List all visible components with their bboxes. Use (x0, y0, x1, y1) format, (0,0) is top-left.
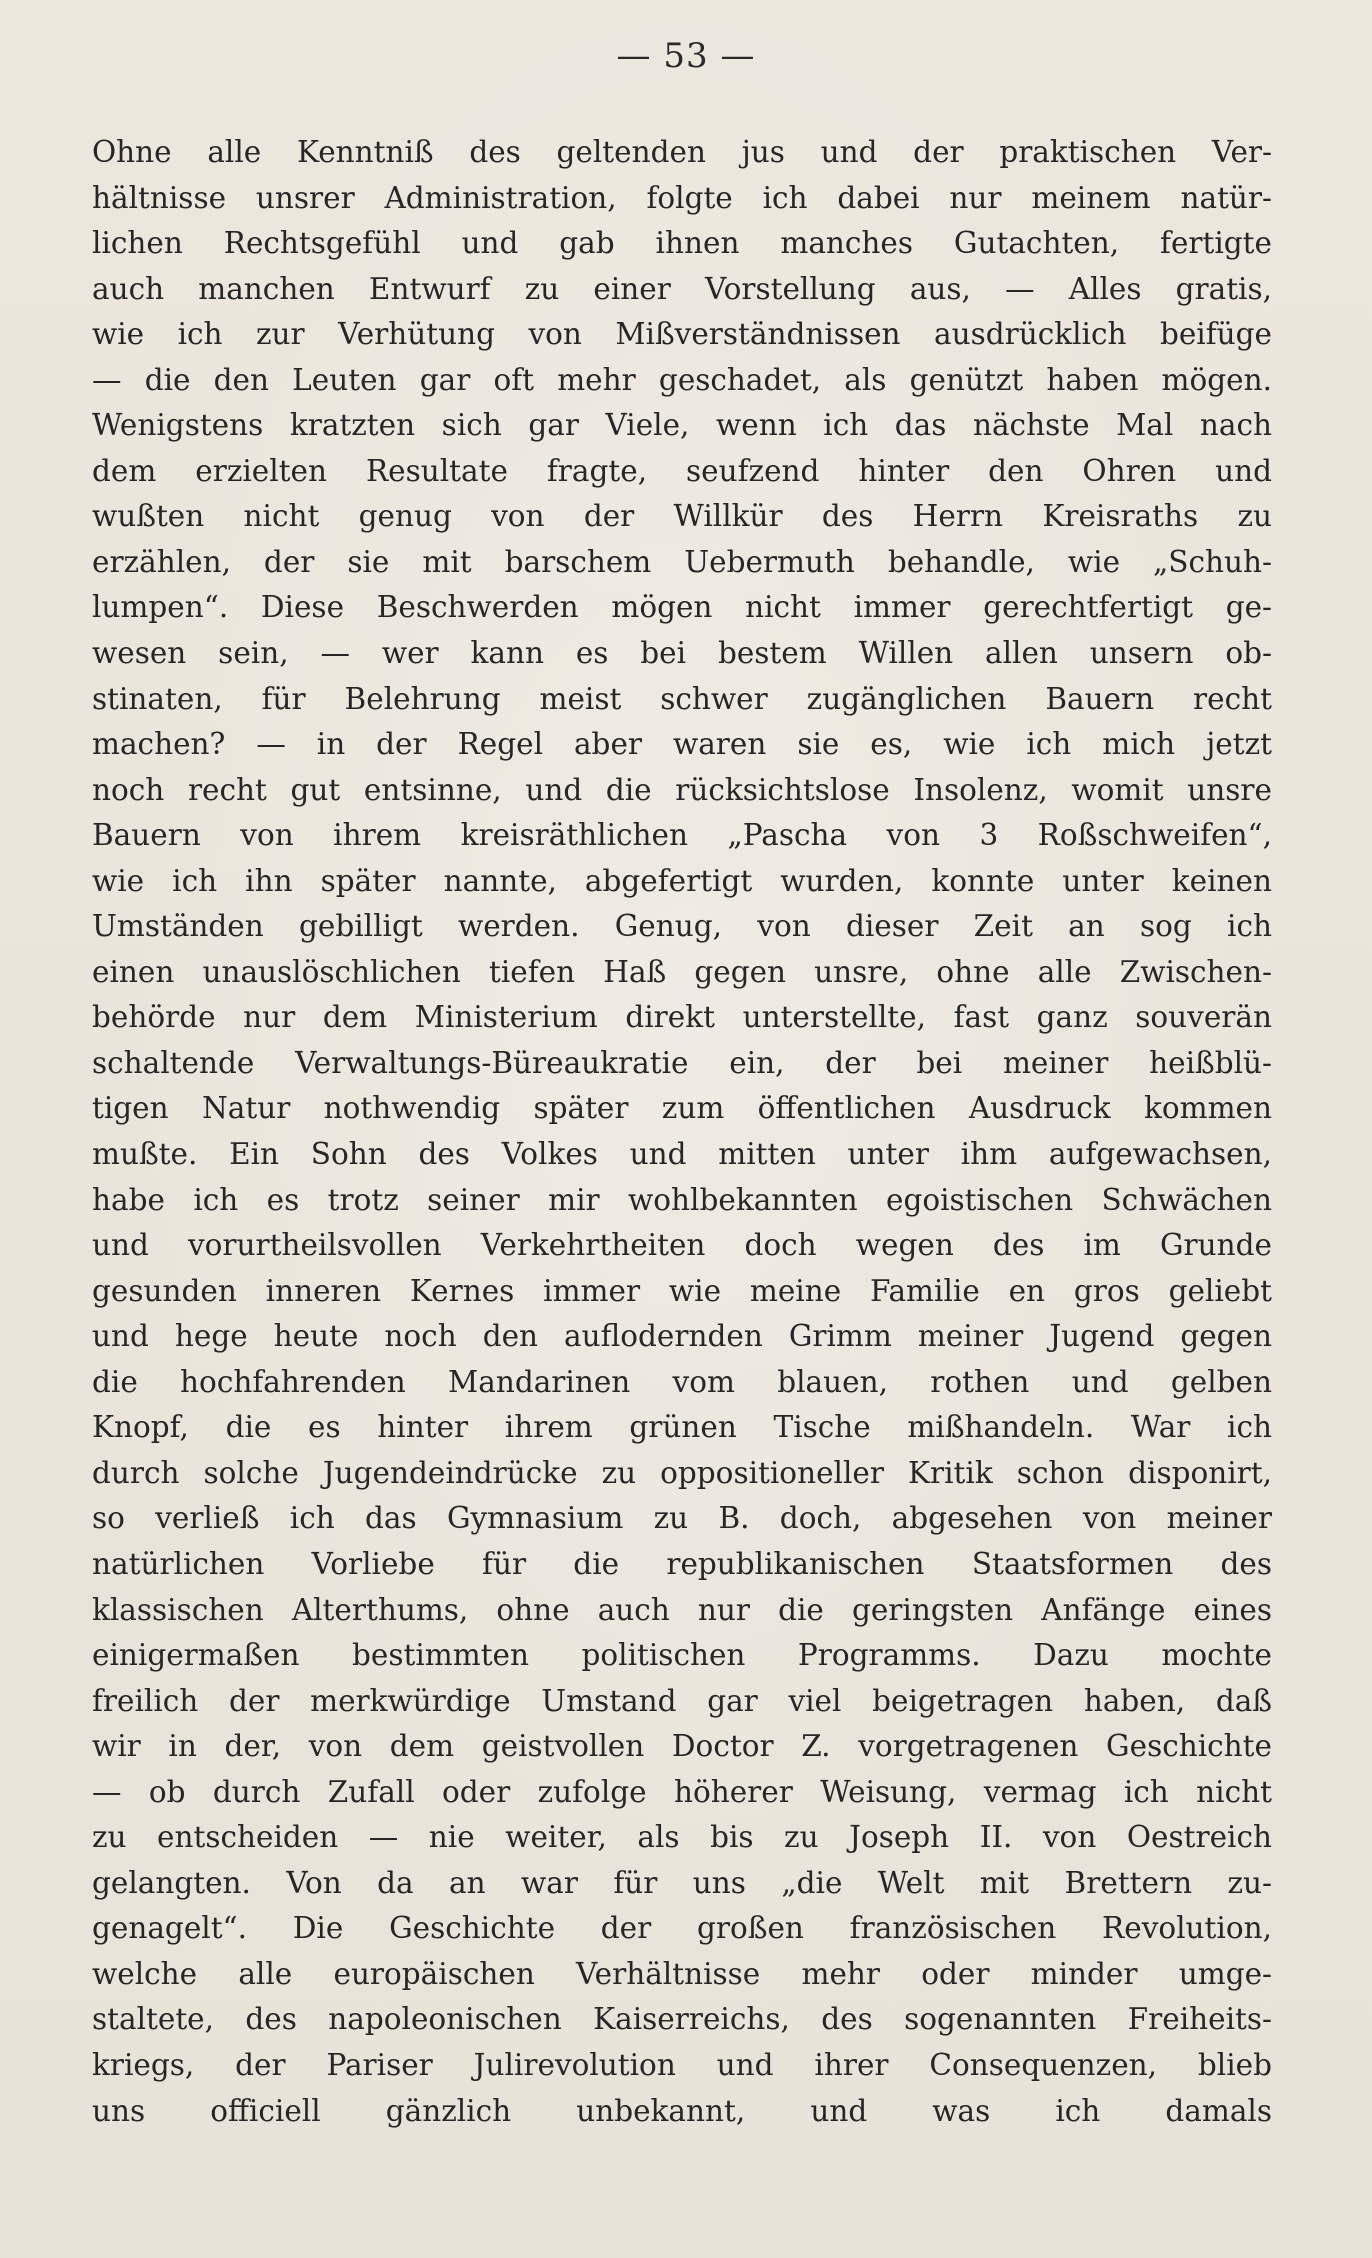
text-line: — die den Leuten gar oft mehr geschadet, als genützt haben mögen. (92, 362, 1272, 397)
text-line: — ob durch Zufall oder zufolge höherer Weisung, vermag ich nicht (92, 1774, 1272, 1809)
text-line: durch solche Jugendeindrücke zu oppositioneller Kritik schon disponirt, (92, 1455, 1272, 1490)
text-line: wie ich ihn später nannte, abgefertigt wurden, konnte unter keinen (92, 863, 1272, 898)
text-line: staltete, des napoleonischen Kaiserreichs, des sogenannten Freiheits- (92, 2002, 1272, 2037)
text-line: und vorurtheilsvollen Verkehrtheiten doch wegen des im Grunde (92, 1228, 1272, 1263)
text-line: einigermaßen bestimmten politischen Programms. Dazu mochte (92, 1638, 1272, 1673)
text-line: erzählen, der sie mit barschem Uebermuth behandle, wie „Schuh- (92, 544, 1272, 579)
text-line: welche alle europäischen Verhältnisse mehr oder minder umge- (92, 1956, 1272, 1991)
text-line: lumpen“. Diese Beschwerden mögen nicht immer gerechtfertigt ge- (92, 590, 1272, 625)
text-line: dem erzielten Resultate fragte, seufzend hinter den Ohren und (92, 453, 1272, 488)
text-line: Umständen gebilligt werden. Genug, von dieser Zeit an sog ich (92, 909, 1272, 944)
text-line: auch manchen Entwurf zu einer Vorstellung aus, — Alles gratis, (92, 271, 1272, 306)
text-line: natürlichen Vorliebe für die republikanischen Staatsformen des (92, 1546, 1272, 1581)
text-line: freilich der merkwürdige Umstand gar viel beigetragen haben, daß (92, 1683, 1272, 1718)
text-line: zu entscheiden — nie weiter, als bis zu Joseph II. von Oestreich (92, 1820, 1272, 1855)
text-line: lichen Rechtsgefühl und gab ihnen manches Gutachten, fertigte (92, 226, 1272, 261)
text-line: mußte. Ein Sohn des Volkes und mitten unter ihm aufgewachsen, (92, 1137, 1272, 1172)
text-line: wesen sein, — wer kann es bei bestem Willen allen unsern ob- (92, 636, 1272, 671)
text-line: Wenigstens kratzten sich gar Viele, wenn ich das nächste Mal nach (92, 408, 1272, 443)
text-line: tigen Natur nothwendig später zum öffentlichen Ausdruck kommen (92, 1091, 1272, 1126)
text-line: genagelt“. Die Geschichte der großen französischen Revolution, (92, 1911, 1272, 1946)
text-line: Bauern von ihrem kreisräthlichen „Pascha von 3 Roßschweifen“, (92, 818, 1272, 853)
body-text (92, 130, 1272, 2134)
text-line: stinaten, für Belehrung meist schwer zugänglichen Bauern recht (92, 681, 1272, 716)
text-line: klassischen Alterthums, ohne auch nur die geringsten Anfänge eines (92, 1592, 1272, 1627)
text-line: uns officiell gänzlich unbekannt, und was ich damals (92, 2093, 1272, 2128)
text-line: wir in der, von dem geistvollen Doctor Z. vorgetragenen Geschichte (92, 1729, 1272, 1764)
text-line: die hochfahrenden Mandarinen vom blauen, rothen und gelben (92, 1364, 1272, 1399)
page-number: — 53 — (616, 36, 756, 76)
text-line: Ohne alle Kenntniß des geltenden jus und der praktischen Ver- (92, 135, 1272, 169)
text-line: habe ich es trotz seiner mir wohlbekannten egoistischen Schwächen (92, 1182, 1272, 1217)
text-line: gelangten. Von da an war für uns „die Welt mit Brettern zu- (92, 1865, 1272, 1900)
text-line: noch recht gut entsinne, und die rücksichtslose Insolenz, womit unsre (92, 772, 1272, 807)
text-line: und hege heute noch den auflodernden Grimm meiner Jugend gegen (92, 1319, 1272, 1354)
text-line: einen unauslöschlichen tiefen Haß gegen unsre, ohne alle Zwischen- (92, 954, 1272, 989)
text-line: Knopf, die es hinter ihrem grünen Tische mißhandeln. War ich (92, 1410, 1272, 1445)
text-line: schaltende Verwaltungs-Büreaukratie ein, der bei meiner heißblü- (92, 1045, 1272, 1080)
text-line: kriegs, der Pariser Julirevolution und ihrer Consequenzen, blieb (92, 2047, 1272, 2082)
text-line: gesunden inneren Kernes immer wie meine Familie en gros geliebt (92, 1273, 1272, 1308)
text-line: wußten nicht genug von der Willkür des Herrn Kreisraths zu (92, 499, 1272, 534)
text-line: so verließ ich das Gymnasium zu B. doch, abgesehen von meiner (92, 1501, 1272, 1536)
text-line: wie ich zur Verhütung von Mißverständnissen ausdrücklich beifüge (92, 317, 1272, 352)
text-line: machen? — in der Regel aber waren sie es, wie ich mich jetzt (92, 727, 1272, 762)
text-line: behörde nur dem Ministerium direkt unterstellte, fast ganz souverän (92, 1000, 1272, 1035)
text-line: hältnisse unsrer Administration, folgte ich dabei nur meinem natür- (92, 180, 1272, 215)
